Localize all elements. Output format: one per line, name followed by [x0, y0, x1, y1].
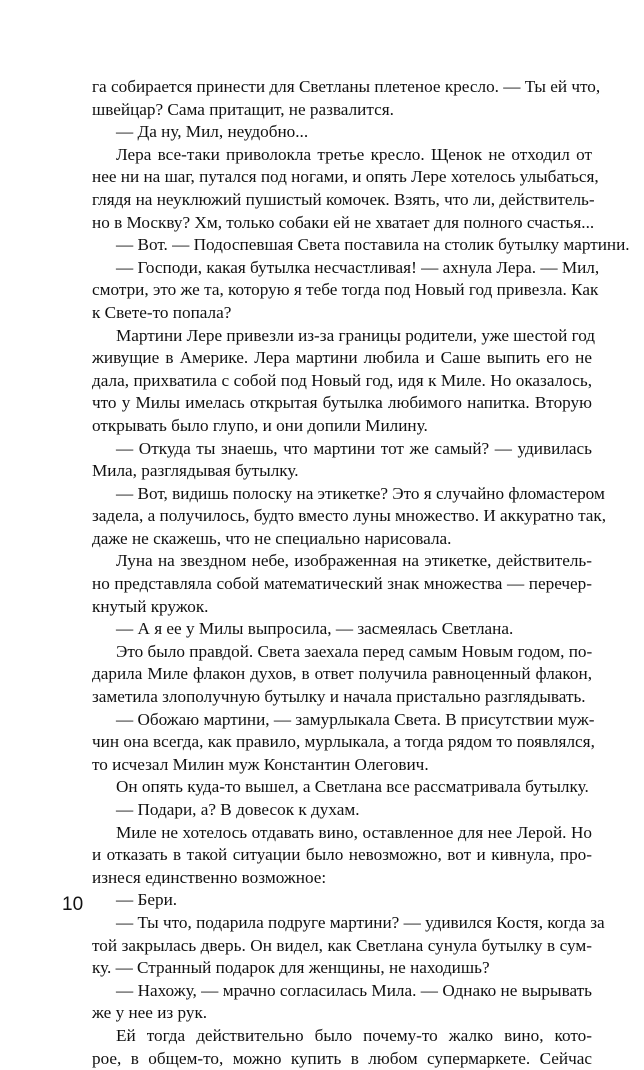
text-line: той закрылась дверь. Он видел, как Светлана сунула бутылку в сум-	[92, 935, 592, 955]
text-line: к Свете-то попала?	[92, 302, 232, 322]
text-line: — Вот, видишь полоску на этикетке? Это я случайно фломастером	[116, 483, 605, 503]
text-line: — Подари, а? В довесок к духам.	[116, 800, 360, 819]
text-line: рое, в общем-то, можно купить в любом супермаркете. Сейчас	[92, 1048, 592, 1068]
text-line: — Нахожу, — мрачно согласилась Мила. — Однако не вырывать	[116, 980, 592, 1000]
text-line: кнутый кружок.	[92, 596, 209, 616]
text-line: — Ты что, подарила подруге мартини? — удивился Костя, когда за	[116, 912, 605, 932]
text-line: швейцар? Сама притащит, не развалится.	[92, 99, 394, 119]
text-line: — Бери.	[116, 890, 178, 910]
text-line: живущие в Америке. Лера мартини любила и Саше выпить его не	[92, 348, 592, 368]
text-line: Он опять куда-то вышел, а Светлана все рассматривала бутылку.	[116, 777, 589, 797]
text-line: — Обожаю мартини, — замурлыкала Света. В присутствии муж-	[116, 709, 595, 729]
text-line: ку. — Странный подарок для женщины, не находишь?	[92, 958, 490, 978]
text-line: задела, а получилось, будто вместо луны множество. И аккуратно так,	[92, 506, 607, 526]
text-line: — Господи, какая бутылка несчастливая! — ахнула Лера. — Мил,	[116, 257, 600, 277]
text-line: — Вот. — Подоспевшая Света поставила на столик бутылку мартини.	[116, 235, 630, 255]
text-line: — Откуда ты знаешь, что мартини тот же самый? — удивилась	[116, 438, 592, 458]
text-line: — Да ну, Мил, неудобно...	[116, 122, 309, 142]
text-line: — А я ее у Милы выпросила, — засмеялась Светлана.	[116, 619, 514, 639]
page-body	[92, 76, 630, 1070]
text-line: что у Милы имелась открытая бутылка любимого напитка. Вторую	[92, 393, 592, 413]
text-line: чин она всегда, как правило, мурлыкала, а тогда рядом то появлялся,	[92, 732, 595, 752]
text-line: открывать было глупо, и они допили Милину.	[92, 415, 428, 435]
text-line: же у нее из рук.	[92, 1003, 208, 1023]
text-line: но представляла собой математический знак множества — перечер-	[92, 574, 592, 594]
text-line: Мартини Лере привезли из-за границы родители, уже шестой год	[116, 325, 596, 345]
text-line: га собирается принести для Светланы плетеное кресло. — Ты ей что,	[92, 77, 601, 96]
text-line: нее ни на шаг, путался под ногами, и опять Лере хотелось улыбаться,	[92, 167, 599, 187]
text-line: Ей тогда действительно было почему-то жалко вино, кото-	[116, 1025, 592, 1045]
text-line: то исчезал Милин муж Константин Олегович.	[92, 754, 429, 774]
text-line: изнеся единственно возможное:	[92, 867, 327, 887]
text-line: смотри, это же та, которую я тебе тогда под Новый год привезла. Как	[92, 280, 599, 300]
text-line: но в Москву? Хм, только собаки ей не хватает для полного счастья...	[92, 212, 595, 232]
text-line: Это было правдой. Света заехала перед самым Новым годом, по-	[116, 641, 593, 661]
text-line: Миле не хотелось отдавать вино, оставленное для нее Лерой. Но	[116, 822, 592, 842]
text-line: даже не скажешь, что не специально нарисовала.	[92, 528, 452, 548]
text-line: Мила, разглядывая бутылку.	[92, 461, 299, 481]
text-line: Лера все-таки приволокла третье кресло. Щенок не отходил от	[116, 144, 592, 164]
text-line: заметила злополучную бутылку и начала пристально разглядывать.	[92, 687, 586, 707]
page-number: 10	[62, 894, 84, 915]
text-line: Луна на звездном небе, изображенная на этикетке, действитель-	[116, 551, 592, 571]
text-line: дарила Миле флакон духов, в ответ получила равноценный флакон,	[92, 664, 592, 684]
text-line: дала, прихватила с собой под Новый год, идя к Миле. Но оказалось,	[92, 370, 592, 390]
text-line: и отказать в такой ситуации было невозможно, вот и кивнула, про-	[92, 845, 592, 865]
text-line: глядя на неуклюжий пушистый комочек. Взять, что ли, действитель-	[92, 189, 595, 209]
